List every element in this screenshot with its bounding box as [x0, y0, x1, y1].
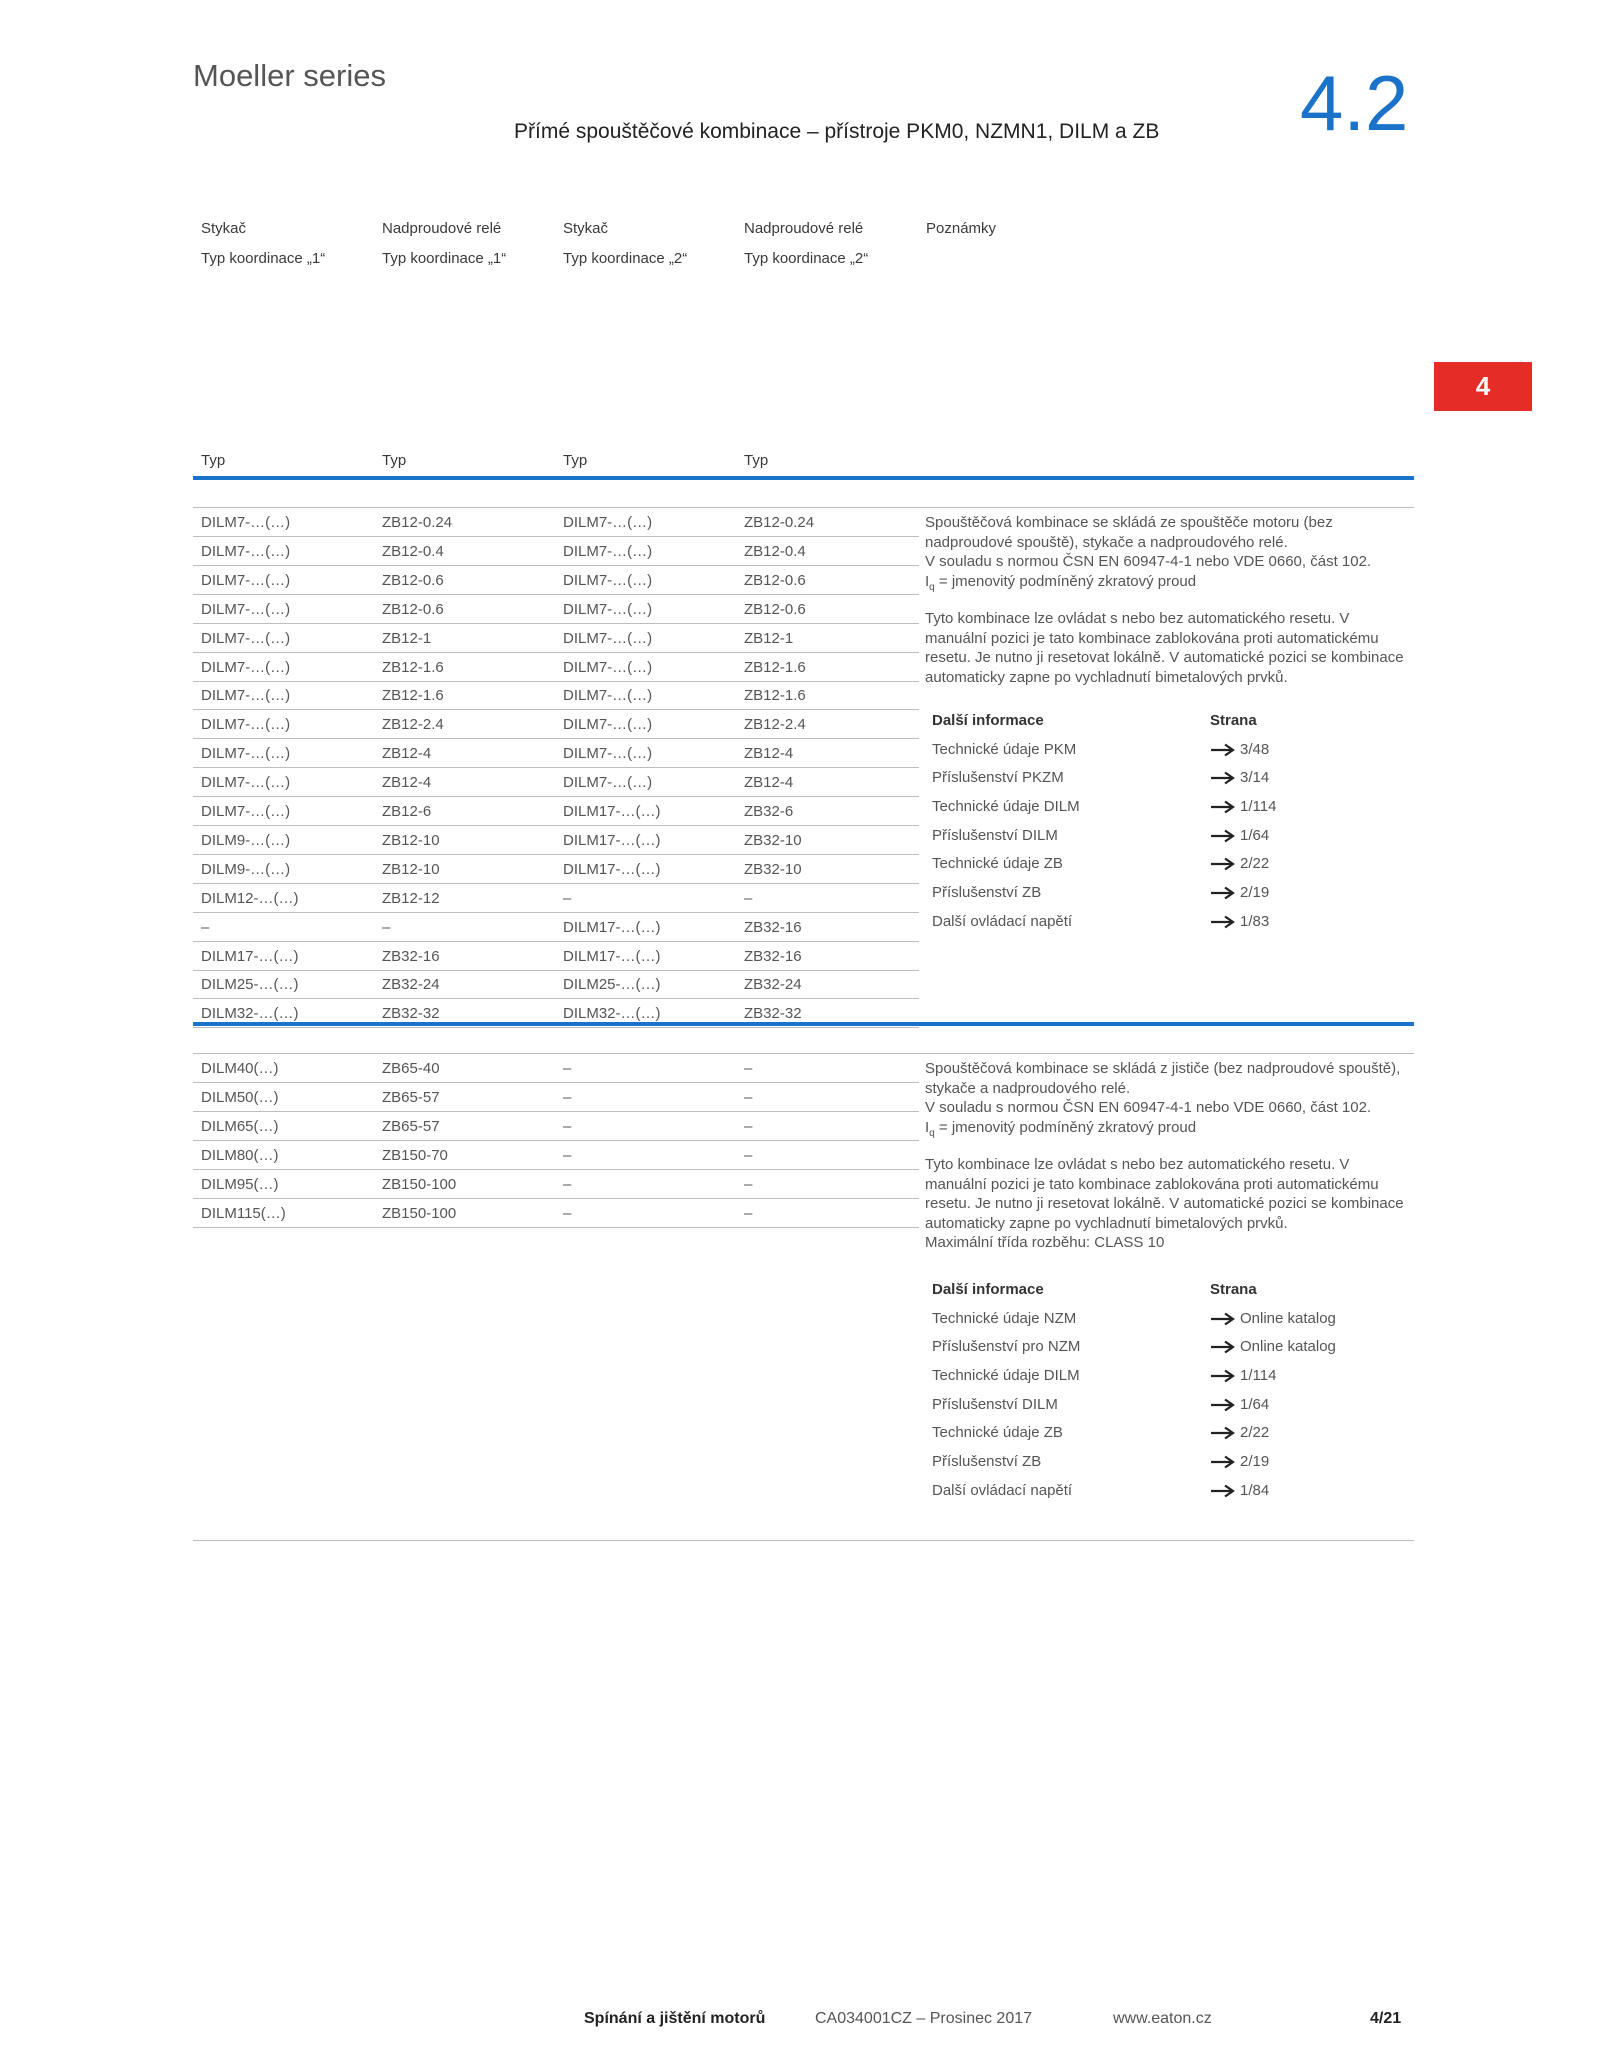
table-cell: – [201, 918, 210, 936]
table-row [193, 681, 919, 710]
table-cell: DILM17-…(…) [563, 803, 661, 820]
table-row [193, 1054, 919, 1083]
table-cell: ZB32-24 [744, 976, 802, 994]
table-cell: DILM7-…(…) [201, 716, 291, 734]
note1-standard: V souladu s normou ČSN EN 60947-4-1 nebo VDE 0660, část 102. [925, 553, 1372, 570]
info-row [932, 1334, 1412, 1363]
note2-class: Maximální třída rozběhu: CLASS 10 [925, 1234, 1165, 1251]
arrow-right-icon [1210, 1424, 1240, 1441]
table-cell: ZB12-1 [744, 629, 794, 647]
table-row [193, 537, 919, 566]
arrow-right-icon [1210, 1396, 1240, 1413]
info-row [932, 851, 1412, 880]
info1-head-page: Strana [1210, 712, 1257, 729]
table-cell: ZB32-32 [744, 1005, 802, 1023]
note2-reset: Tyto kombinace lze ovládat s nebo bez automatického resetu. V manuální pozici je tato kombinace zablokována proti automatickému resetu. Je nutno ji resetovat lokálně. V automatické pozici se kombinace automaticky zapne po vychladnutí bimetalových prvků. [925, 1156, 1404, 1232]
table-cell: – [744, 1060, 753, 1077]
table-cell: ZB12-0.24 [382, 514, 453, 531]
table-cell: DILM7-…(…) [201, 745, 291, 763]
table-cell: ZB12-4 [744, 745, 794, 763]
notes-block-1 [925, 513, 1415, 687]
info-page-link[interactable]: 1/114 [1210, 798, 1276, 815]
info-page-link[interactable]: 1/64 [1210, 1396, 1269, 1413]
table-cell: ZB12-4 [382, 745, 432, 763]
table-cell: ZB32-16 [382, 947, 440, 965]
note2-standard: V souladu s normou ČSN EN 60947-4-1 nebo VDE 0660, část 102. [925, 1099, 1372, 1116]
note1-reset: Tyto kombinace lze ovládat s nebo bez automatického resetu. V manuální pozici je tato kombinace zablokována proti automatickému resetu. Je nutno ji resetovat lokálně. V automatické pozici se kombinace automaticky zapne po vychladnutí bimetalových prvků. [925, 610, 1404, 686]
table-row [193, 942, 919, 971]
col-subheader-2: Typ koordinace „1“ [382, 250, 507, 267]
col-header-relay-1: Nadproudové relé [382, 220, 502, 237]
info-label: Technické údaje DILM [932, 798, 1080, 816]
info-label: Další ovládací napětí [932, 1481, 1073, 1499]
table-cell: DILM25-…(…) [201, 976, 299, 994]
table-cell: ZB12-1.6 [744, 658, 806, 676]
table-cell: ZB12-1 [382, 629, 432, 647]
table-cell: ZB12-12 [382, 889, 440, 907]
table-cell: DILM80(…) [201, 1146, 279, 1164]
info-page-link[interactable]: 1/114 [1210, 1367, 1276, 1384]
table-cell: DILM7-…(…) [563, 774, 653, 792]
info-page-link[interactable]: 3/48 [1210, 741, 1269, 758]
info-page-link[interactable]: 1/64 [1210, 827, 1269, 844]
info-row [932, 823, 1412, 852]
info-page-link[interactable]: 2/19 [1210, 1453, 1269, 1470]
table-cell: ZB150-100 [382, 1175, 457, 1193]
col-header-notes: Poznámky [926, 220, 997, 237]
table-cell: – [563, 1204, 572, 1222]
table-cell: ZB12-0.4 [382, 542, 444, 560]
info-label: Příslušenství pro NZM [932, 1338, 1081, 1356]
info-row [932, 1306, 1412, 1335]
table-cell: ZB12-1.6 [382, 687, 444, 705]
info-label: Technické údaje NZM [932, 1309, 1077, 1327]
table-cell: DILM7-…(…) [563, 514, 653, 531]
table-row [193, 624, 919, 653]
notes-block-2 [925, 1059, 1415, 1253]
table-cell: ZB32-32 [382, 1005, 440, 1023]
table-cell: DILM32-…(…) [201, 1005, 299, 1023]
table-row [193, 739, 919, 768]
table-cell: DILM7-…(…) [563, 542, 653, 560]
footer-code: CA034001CZ – Prosinec 2017 [815, 2010, 1033, 2027]
col-subheader-1: Typ koordinace „1“ [201, 250, 326, 267]
table-cell: DILM7-…(…) [201, 629, 291, 647]
info-page-link[interactable]: 2/19 [1210, 884, 1269, 901]
table-cell: ZB12-10 [382, 831, 440, 849]
table-cell: – [744, 1204, 753, 1222]
arrow-right-icon [1210, 1453, 1240, 1470]
table-cell: ZB150-100 [382, 1204, 457, 1222]
info-label: Technické údaje ZB [932, 855, 1063, 873]
table-cell: – [744, 889, 753, 907]
table-cell: ZB12-0.4 [744, 542, 806, 560]
arrow-right-icon [1210, 798, 1240, 815]
table-cell: ZB12-0.6 [382, 571, 444, 589]
info-row [932, 1420, 1412, 1449]
info-page-link[interactable]: 2/22 [1210, 855, 1269, 872]
info2-head-page: Strana [1210, 1281, 1257, 1298]
table-cell: DILM7-…(…) [201, 803, 291, 820]
series-title: Moeller series [193, 58, 386, 93]
table-row [193, 710, 919, 739]
table-cell: DILM17-…(…) [563, 947, 661, 965]
section-number: 4.2 [1300, 59, 1409, 147]
table-cell: ZB65-57 [382, 1117, 440, 1135]
table-cell: – [563, 1117, 572, 1135]
col-subheader-3: Typ koordinace „2“ [563, 250, 688, 267]
table-row [193, 768, 919, 797]
table-cell: ZB12-0.6 [744, 600, 806, 618]
info1-head-label: Další informace [932, 712, 1044, 729]
info2-head-label: Další informace [932, 1281, 1044, 1298]
col-typ-1: Typ [201, 452, 226, 469]
info-row [932, 1392, 1412, 1421]
info-label: Příslušenství DILM [932, 1395, 1058, 1413]
footer-title: Spínání a jištění motorů [584, 2010, 766, 2027]
arrow-right-icon [1210, 884, 1240, 901]
arrow-right-icon [1210, 769, 1240, 786]
table-cell: ZB65-57 [382, 1088, 440, 1106]
table-cell: ZB12-6 [382, 803, 432, 820]
table-cell: ZB32-16 [744, 947, 802, 965]
arrow-right-icon [1210, 1310, 1240, 1327]
table-cell: DILM17-…(…) [563, 860, 661, 878]
arrow-right-icon [1210, 913, 1240, 930]
table-cell: ZB32-24 [382, 976, 440, 994]
table-cell: – [744, 1088, 753, 1106]
col-typ-4: Typ [744, 452, 769, 469]
table-cell: DILM7-…(…) [201, 571, 291, 589]
col-subheader-4: Typ koordinace „2“ [744, 250, 869, 267]
table-cell: DILM7-…(…) [563, 687, 653, 705]
info-table-2 [932, 1277, 1412, 1507]
info-row [932, 1449, 1412, 1478]
table-cell: ZB32-16 [744, 918, 802, 936]
table-row [193, 1170, 919, 1199]
info-page-link[interactable]: 2/22 [1210, 1424, 1269, 1441]
table-cell: ZB12-4 [744, 774, 794, 792]
table-cell: DILM17-…(…) [563, 918, 661, 936]
col-header-contactor-2: Stykač [563, 220, 609, 237]
note2-text: Spouštěčová kombinace se skládá z jističe (bez nadproudové spouště), stykače a nadproudového relé. [925, 1060, 1401, 1097]
header-divider [193, 476, 1414, 480]
table-cell: DILM7-…(…) [201, 542, 291, 560]
table-cell: DILM7-…(…) [563, 658, 653, 676]
table-cell: ZB12-1.6 [382, 658, 444, 676]
info-table-1 [932, 708, 1412, 938]
table-cell: – [744, 1175, 753, 1193]
info-row [932, 794, 1412, 823]
table-cell: ZB12-4 [382, 774, 432, 792]
table-cell: DILM9-…(…) [201, 860, 291, 878]
info-page-link[interactable]: 3/14 [1210, 769, 1269, 786]
info-page-link[interactable]: Online katalog [1210, 1338, 1336, 1355]
arrow-right-icon [1210, 1367, 1240, 1384]
table-cell: – [744, 1146, 753, 1164]
table-row [193, 653, 919, 682]
table-row [193, 1199, 919, 1228]
table-cell: ZB12-0.6 [382, 600, 444, 618]
table-cell: ZB12-0.24 [744, 514, 815, 531]
info-row [932, 1478, 1412, 1507]
table-row [193, 884, 919, 913]
table-cell: ZB65-40 [382, 1060, 440, 1077]
table-row [193, 1141, 919, 1170]
table-cell: ZB12-1.6 [744, 687, 806, 705]
table-row [193, 1083, 919, 1112]
info-row [932, 737, 1412, 766]
table-cell: ZB32-10 [744, 860, 802, 878]
table-cell: ZB12-0.6 [744, 571, 806, 589]
table-cell: ZB150-70 [382, 1146, 448, 1164]
table-cell: DILM40(…) [201, 1060, 279, 1077]
table-cell: DILM9-…(…) [201, 831, 291, 849]
table-cell: DILM95(…) [201, 1175, 279, 1193]
table-cell: DILM7-…(…) [563, 571, 653, 589]
table-cell: DILM65(…) [201, 1117, 279, 1135]
table-cell: ZB32-6 [744, 803, 794, 820]
table-cell: DILM50(…) [201, 1088, 279, 1106]
arrow-right-icon [1210, 741, 1240, 758]
table-row [193, 566, 919, 595]
info-label: Příslušenství ZB [932, 884, 1042, 902]
info-label: Další ovládací napětí [932, 912, 1073, 930]
table-cell: DILM32-…(…) [563, 1005, 661, 1023]
arrow-right-icon [1210, 1482, 1240, 1499]
table-cell: DILM25-…(…) [563, 976, 661, 994]
arrow-right-icon [1210, 1338, 1240, 1355]
table-row [193, 1112, 919, 1141]
footer-web[interactable]: www.eaton.cz [1113, 2010, 1212, 2027]
table-cell: DILM7-…(…) [201, 774, 291, 792]
table-cell: DILM7-…(…) [563, 600, 653, 618]
table-cell: – [563, 889, 572, 907]
table-cell: DILM17-…(…) [563, 831, 661, 849]
table-cell: DILM7-…(…) [201, 687, 291, 705]
table-cell: DILM12-…(…) [201, 889, 299, 907]
table-row [193, 826, 919, 855]
chapter-tab[interactable]: 4 [1434, 362, 1532, 411]
table-cell: DILM7-…(…) [563, 745, 653, 763]
table-cell: DILM115(…) [201, 1204, 286, 1222]
col-typ-2: Typ [382, 452, 407, 469]
table-cell: – [563, 1175, 572, 1193]
table-cell: DILM17-…(…) [201, 947, 299, 965]
info-label: Technické údaje ZB [932, 1424, 1063, 1442]
table-cell: DILM7-…(…) [201, 658, 291, 676]
info-label: Technické údaje DILM [932, 1367, 1080, 1385]
table-row [193, 595, 919, 624]
table-cell: – [563, 1060, 572, 1077]
table-cell: DILM7-…(…) [563, 629, 653, 647]
table-row [193, 913, 919, 942]
note2-iq: $I_q$ = jmenovitý podmíněný zkratový proud [925, 1118, 1197, 1139]
table-cell: ZB12-10 [382, 860, 440, 878]
table-cell: ZB12-2.4 [744, 716, 806, 734]
info-page-link[interactable]: 1/83 [1210, 913, 1269, 930]
col-header-contactor-1: Stykač [201, 220, 247, 237]
table-row [193, 970, 919, 999]
info-row [932, 880, 1412, 909]
footer-page: 4/21 [1370, 2010, 1402, 2027]
table-cell: DILM7-…(…) [563, 716, 653, 734]
table-cell: – [563, 1088, 572, 1106]
info-row [932, 765, 1412, 794]
info-page-link[interactable]: Online katalog [1210, 1310, 1336, 1327]
table-row [193, 797, 919, 826]
note1-iq: $I_q$ = jmenovitý podmíněný zkratový proud [925, 572, 1197, 593]
col-typ-3: Typ [563, 452, 588, 469]
info-label: Příslušenství DILM [932, 826, 1058, 844]
arrow-right-icon [1210, 827, 1240, 844]
table-cell: ZB32-10 [744, 831, 802, 849]
table-cell: – [382, 918, 391, 936]
table-cell: DILM7-…(…) [201, 600, 291, 618]
table-row [193, 855, 919, 884]
col-header-relay-2: Nadproudové relé [744, 220, 864, 237]
info-row [932, 909, 1412, 938]
table-row [193, 508, 919, 537]
info-label: Technické údaje PKM [932, 740, 1077, 758]
note1-text: Spouštěčová kombinace se skládá ze spouštěče motoru (bez nadproudové spouště), stykače a nadproudového relé. [925, 514, 1333, 551]
section-divider [193, 1022, 1414, 1026]
arrow-right-icon [1210, 855, 1240, 872]
page-subtitle: Přímé spouštěčové kombinace – přístroje PKM0, NZMN1, DILM a ZB [514, 120, 1160, 143]
info-row [932, 1363, 1412, 1392]
table-cell: – [563, 1146, 572, 1164]
info-page-link[interactable]: 1/84 [1210, 1482, 1269, 1499]
table-cell: – [744, 1117, 753, 1135]
info-label: Příslušenství PKZM [932, 769, 1064, 787]
info-label: Příslušenství ZB [932, 1453, 1042, 1471]
table-cell: ZB12-2.4 [382, 716, 444, 734]
bottom-rule [193, 1540, 1414, 1541]
table-cell: DILM7-…(…) [201, 514, 291, 531]
